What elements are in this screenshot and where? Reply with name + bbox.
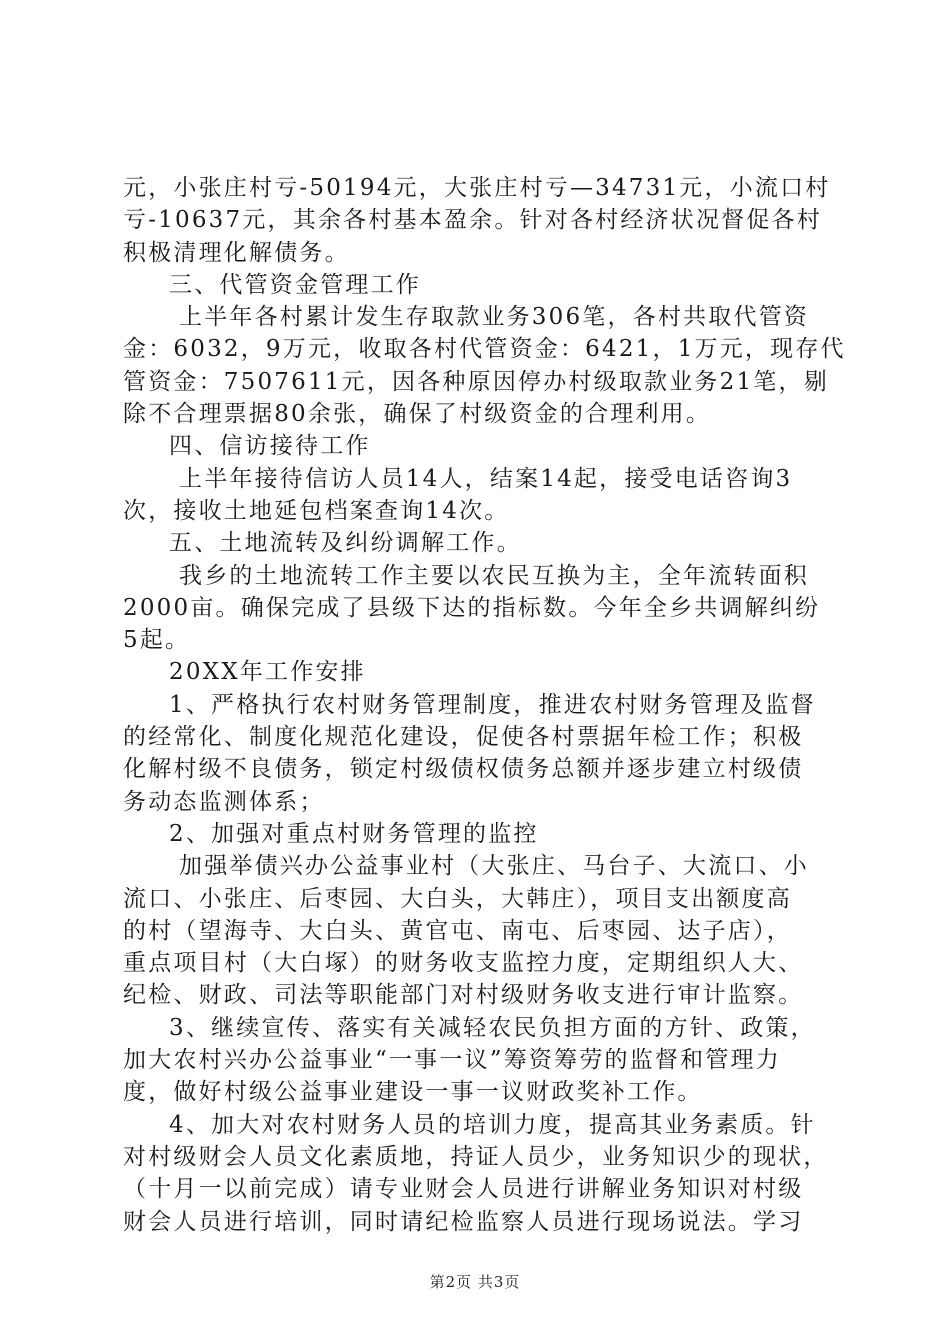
text-line: 上半年各村累计发生存取款业务306笔，各村共取代管资 [179,304,810,331]
text-line: 化解村级不良债务，锁定村级债权债务总额并逐步建立村级债 [123,756,804,783]
text-line: 除不合理票据80余张，确保了村级资金的合理利用。 [123,401,712,428]
text-line: 我乡的土地流转工作主要以农民互换为主，全年流转面积 [179,562,809,589]
text-line: 金：6032，9万元，收取各村代管资金：6421，1万元，现存代 [123,336,846,363]
text-line: 度，做好村级公益事业建设一事一议财政奖补工作。 [123,1079,703,1106]
document-body [123,172,846,1238]
page-footer: 第2页 共3页 [429,1273,521,1291]
text-line: 1、严格执行农村财务管理制度，推进农村财务管理及监督 [169,691,816,718]
text-line: 2000亩。确保完成了县级下达的指标数。今年全乡共调解纠纷 [123,594,821,621]
text-line: 的经常化、制度化规范化建设，促使各村票据年检工作；积极 [123,724,804,751]
text-line: 重点项目村（大白塚）的财务收支监控力度，定期组织人大、 [123,950,804,977]
text-line: 流口、小张庄、后枣园、大白头，大韩庄），项目支出额度高 [123,885,792,912]
text-line: 财会人员进行培训，同时请纪检监察人员进行现场说法。学习 [123,1208,804,1235]
text-line: 加强举债兴办公益事业村（大张庄、马台子、大流口、小 [179,853,809,880]
text-line: 4、加大对农村财务人员的培训力度，提高其业务素质。针 [169,1111,816,1138]
text-line: 3、继续宣传、落实有关减轻农民负担方面的方针、政策， [169,1014,816,1041]
text-line: 5起。 [123,627,191,654]
text-line: 务动态监测体系； [123,788,325,815]
text-line: 加大农村兴办公益事业“一事一议”筹资筹劳的监督和管理力 [123,1047,781,1074]
text-line: 五、土地流转及纠纷调解工作。 [169,530,522,557]
text-line: 三、代管资金管理工作 [169,271,421,298]
text-line: 积极清理化解债务。 [123,239,350,266]
text-line: 元，小张庄村亏-50194元，大张庄村亏—34731元，小流口村 [123,175,831,201]
text-line: 亏-10637元，其余各村基本盈余。针对各村经济状况督促各村 [123,207,822,234]
text-line: 四、信访接待工作 [169,433,371,460]
text-line: 次，接收土地延包档案查询14次。 [123,497,510,524]
text-line: 的村（望海寺、大白头、黄官屯、南屯、后枣园、达子店）， [123,917,792,944]
text-line: 对村级财会人员文化素质地，持证人员少，业务知识少的现状， [123,1143,829,1170]
text-line: 管资金：7507611元，因各种原因停办村级取款业务21笔，剔 [123,368,829,395]
text-line: 2、加强对重点村财务管理的监控 [169,820,539,847]
text-line: 上半年接待信访人员14人，结案14起，接受电话咨询3 [179,465,793,492]
text-line: 纪检、财政、司法等职能部门对村级财务收支进行审计监察。 [123,982,804,1009]
text-line: 20XX年工作安排 [169,659,366,686]
text-line: （十月一以前完成）请专业财会人员进行讲解业务知识对村级 [123,1176,804,1203]
